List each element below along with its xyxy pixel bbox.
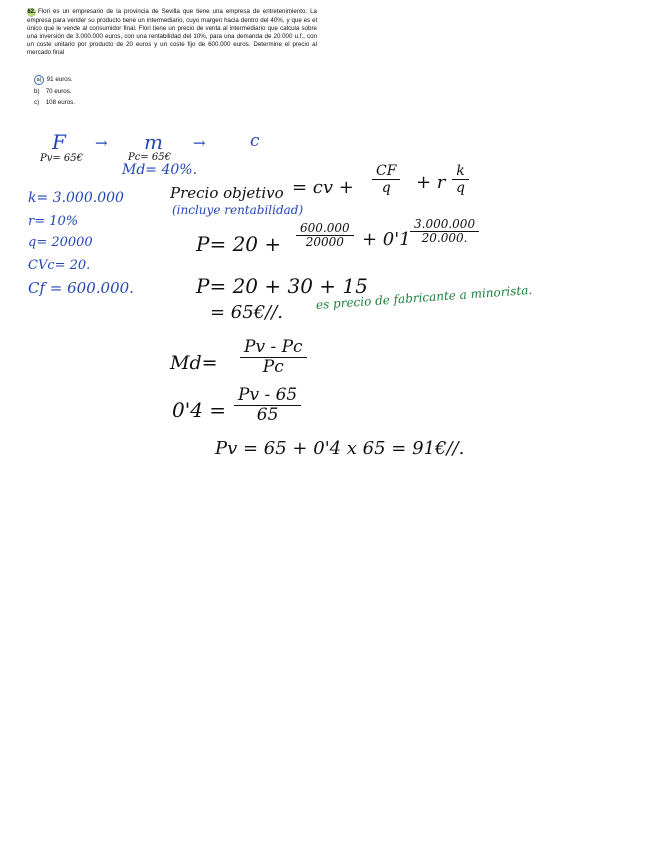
pc-note: Pc= 65€ — [128, 152, 171, 163]
given-r: r= 10% — [28, 214, 79, 229]
p-sum-line: P= 20 + 30 + 15 — [196, 274, 368, 298]
formula-k-over-q — [452, 164, 469, 196]
p-result: = 65€//. — [210, 302, 284, 323]
given-cvc: CVc= 20. — [28, 258, 91, 273]
chain-m: m — [144, 130, 163, 154]
formula-cf-den: q — [381, 180, 391, 197]
formula-plus-r: + r — [416, 172, 446, 193]
p-plus-r: + 0'1 — [362, 229, 411, 250]
p-fraction-k — [410, 218, 479, 246]
question-number: 62. — [27, 9, 36, 15]
p-equation-lhs: P= 20 + — [196, 232, 282, 256]
given-cf: Cf = 600.000. — [28, 279, 134, 297]
question-text-block — [27, 8, 317, 57]
p-fraction-k-den: 20.000. — [421, 231, 468, 246]
md-fraction-den: Pc — [262, 356, 284, 377]
option-a-text: 91 euros. — [46, 76, 73, 83]
md-lhs: Md= — [170, 352, 218, 374]
final-result-line: Pv = 65 + 0'4 x 65 = 91€//. — [215, 438, 465, 459]
md-note: Md= 40%. — [122, 162, 198, 178]
formula-cv: = cv + — [292, 177, 354, 198]
option-b — [34, 86, 75, 98]
chain-arrow-1: → — [95, 134, 108, 152]
option-b-text: 70 euros. — [45, 87, 72, 95]
option-b-letter: b) — [34, 87, 40, 95]
option-a — [34, 74, 75, 86]
formula-k-num: k — [452, 164, 468, 180]
question-body: Flori es un empresario de la provincia de Sevilla que tiene una empresa de entretenimiento. La empresa para vender su producto tiene un intermediario, cuyo margen hacia dentro del 40%, y que es el único que le vende al consumidor final. Flori tiene un precio de venta al intermediario que calcula sobre una inversión de 3.000.000 euros, con una rentabilidad del 10%, para una demanda de 20.000 u.f., con un coste unitario por producto de 20 euros y un coste fijo de 600.000 euros. Determine el precio al mercado final — [27, 8, 317, 56]
p-fraction-cf-num: 600.000 — [296, 222, 354, 236]
option-c-letter: c) — [34, 99, 40, 106]
d4-fraction-num: Pv - 65 — [234, 386, 301, 406]
option-c-text: 108 euros. — [45, 99, 75, 106]
d4-fraction-den: 65 — [256, 404, 279, 425]
chain-f: F — [52, 130, 66, 154]
incluye-rentabilidad-note: (incluye rentabilidad) — [172, 203, 304, 217]
p-fraction-cf — [296, 222, 354, 250]
chain-c: c — [250, 131, 260, 151]
chain-arrow-2: → — [193, 134, 206, 152]
formula-cf-over-q — [372, 164, 400, 196]
md-fraction — [240, 338, 307, 377]
precio-objetivo-label: Precio objetivo — [170, 184, 284, 202]
formula-k-den: q — [456, 180, 465, 197]
green-annotation: es precio de fabricante a minorista. — [315, 282, 533, 312]
option-c — [34, 97, 75, 109]
given-k: k= 3.000.000 — [28, 190, 124, 206]
md-fraction-num: Pv - Pc — [240, 338, 307, 358]
d4-lhs: 0'4 = — [172, 398, 227, 422]
answer-options — [34, 74, 75, 109]
d4-fraction — [234, 386, 301, 425]
option-a-letter: a) — [34, 75, 44, 85]
p-fraction-cf-den: 20000 — [305, 235, 344, 250]
formula-cf-num: CF — [372, 164, 400, 180]
p-fraction-k-num: 3.000.000 — [410, 218, 479, 232]
given-q: q= 20000 — [28, 235, 93, 250]
pv-note: Pv= 65€ — [40, 153, 84, 164]
